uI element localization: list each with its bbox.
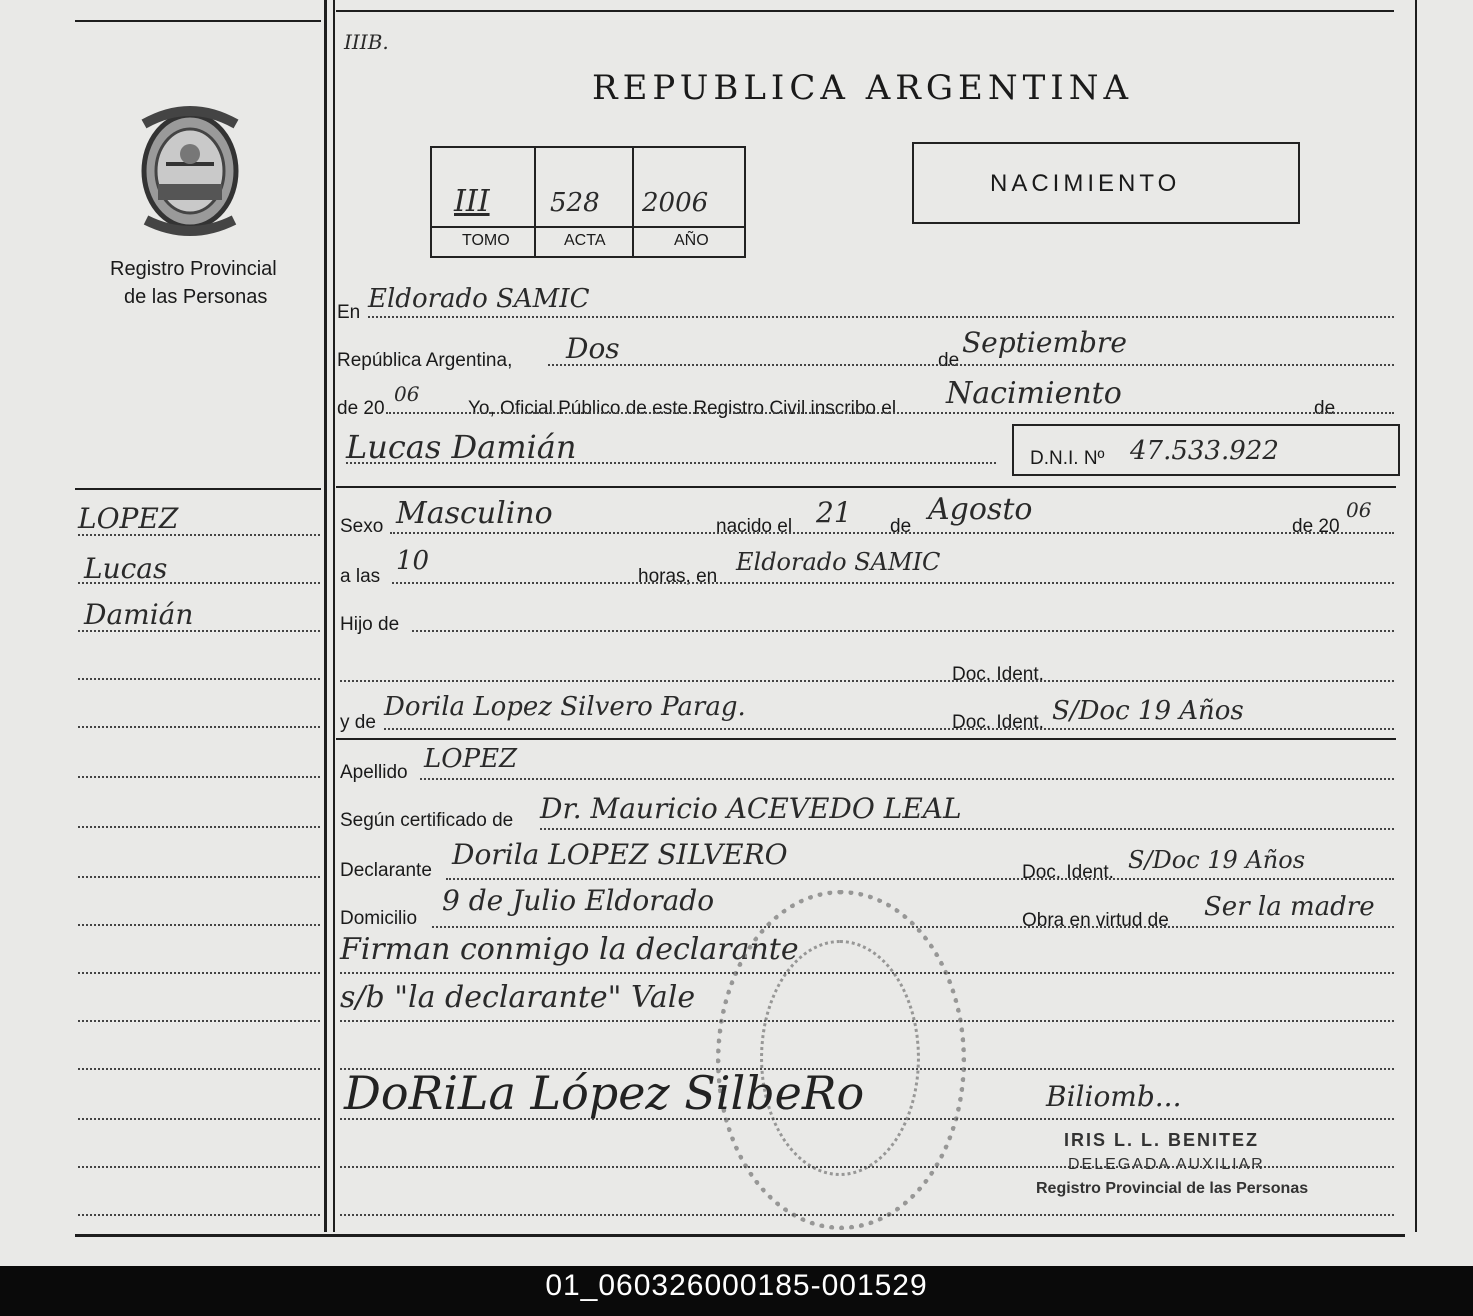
doc-ident-label-1: Doc. Ident.	[952, 664, 1044, 685]
margin-line	[78, 1118, 320, 1120]
declarante-label: Declarante	[340, 860, 432, 881]
domicilio-value: 9 de Julio Eldorado	[442, 884, 715, 917]
nombre-value: Lucas Damián	[346, 428, 577, 466]
segun-value: Dr. Mauricio ACEVEDO LEAL	[540, 792, 962, 825]
official-name: IRIS L. L. BENITEZ	[1064, 1130, 1260, 1150]
record-ref-table	[430, 146, 746, 258]
sexo-label: Sexo	[340, 516, 384, 537]
nacido-mes: Agosto	[928, 492, 1033, 527]
de-label-3: de	[890, 516, 912, 537]
official-org: Registro Provincial de las Personas	[1036, 1180, 1309, 1197]
frame-right	[1415, 0, 1417, 1232]
divider-main-column	[333, 0, 335, 1232]
anio-label: AÑO	[674, 232, 709, 249]
rule-bottom	[75, 1234, 1405, 1237]
nota-line-2: s/b "la declarante" Vale	[340, 980, 696, 1015]
official-stamp-inner	[760, 940, 920, 1176]
horas-en-label: horas, en	[638, 566, 718, 587]
doc-ident-label-2: Doc. Ident.	[952, 712, 1044, 733]
margin-line	[78, 1068, 320, 1070]
rule-main-parents	[336, 738, 1396, 740]
seal-icon	[136, 104, 244, 238]
nacido-label: nacido el	[716, 516, 793, 537]
acta-label: ACTA	[564, 232, 606, 249]
tomo-value: III	[454, 184, 490, 219]
province-seal	[136, 104, 244, 238]
apellido-value: LOPEZ	[424, 744, 518, 774]
madre-doc-value: S/Doc 19 Años	[1052, 696, 1244, 726]
en-value: Eldorado SAMIC	[368, 284, 590, 314]
hora-value: 10	[396, 546, 430, 576]
obra-value: Ser la madre	[1204, 892, 1375, 922]
margin-line	[78, 924, 320, 926]
declarante-value: Dorila LOPEZ SILVERO	[452, 838, 788, 871]
rule-top-main	[336, 10, 1394, 12]
dni-label: D.N.I. Nº	[1030, 448, 1105, 469]
lugar-value: Eldorado SAMIC	[736, 548, 941, 576]
apellido-label: Apellido	[340, 762, 408, 783]
margin-line	[78, 1214, 320, 1216]
margin-line	[78, 776, 320, 778]
margin-line	[78, 534, 320, 536]
top-note: IIIB.	[344, 30, 389, 54]
obra-label: Obra en virtud de	[1022, 910, 1169, 931]
nacido-dia: 21	[816, 496, 852, 529]
dni-value: 47.533.922	[1130, 436, 1279, 466]
record-type: NACIMIENTO	[990, 170, 1181, 197]
official-title: DELEGADA AUXILIAR	[1068, 1156, 1265, 1173]
margin-line	[78, 876, 320, 878]
yo-text: Yo, Oficial Público de este Registro Civil inscribo el	[468, 398, 897, 419]
divider-left-column	[324, 0, 327, 1232]
en-label: En	[337, 302, 361, 323]
rule-left-mid	[75, 488, 321, 490]
margin-line	[78, 726, 320, 728]
anio-value: 2006	[642, 188, 709, 218]
alas-label: a las	[340, 566, 381, 587]
de20-label-2: de 20	[1292, 516, 1340, 537]
margin-firstname: Lucas	[84, 552, 168, 585]
declarante-signature: DoRiLa López SilbeRo	[344, 1066, 865, 1120]
footer-code: 01_060326000185-001529	[0, 1266, 1473, 1316]
doc-ident-label-3: Doc. Ident.	[1022, 862, 1114, 883]
nota-line-1: Firman conmigo la declarante	[340, 932, 799, 967]
margin-line	[78, 630, 320, 632]
margin-line	[78, 972, 320, 974]
rule-main-mid	[336, 486, 1396, 488]
hijo-label: Hijo de	[340, 614, 400, 635]
anio-inscripcion: 06	[394, 382, 420, 406]
margin-line	[78, 826, 320, 828]
de-label-2: de	[1314, 398, 1336, 419]
nacido-anio: 06	[1346, 498, 1372, 522]
madre-value: Dorila Lopez Silvero Parag.	[384, 692, 746, 722]
record-type-box	[912, 142, 1300, 224]
segun-label: Según certificado de	[340, 810, 514, 831]
margin-line	[78, 678, 320, 680]
declarante-doc: S/Doc 19 Años	[1128, 846, 1306, 874]
de20-label: de 20	[337, 398, 385, 419]
tomo-label: TOMO	[462, 232, 510, 249]
org-name-line1: Registro Provincial	[110, 258, 277, 280]
margin-line	[78, 1020, 320, 1022]
dni-box	[1012, 424, 1400, 476]
margin-surname: LOPEZ	[78, 502, 179, 535]
margin-line	[78, 582, 320, 584]
sexo-value: Masculino	[396, 496, 553, 531]
yde-label: y de	[340, 712, 376, 733]
official-signature: Biliomb...	[1046, 1080, 1182, 1113]
domicilio-label: Domicilio	[340, 908, 418, 929]
org-name-line2: de las Personas	[124, 286, 268, 308]
de-label: de	[938, 350, 960, 371]
margin-secondname: Damián	[84, 598, 194, 631]
margin-line	[78, 1166, 320, 1168]
page-heading: REPUBLICA ARGENTINA	[592, 68, 1134, 108]
inscribo-value: Nacimiento	[946, 376, 1122, 411]
acta-value: 528	[550, 188, 600, 218]
republica-label: República Argentina,	[337, 350, 513, 371]
rule-top-left	[75, 20, 321, 22]
dia-value: Dos	[566, 332, 620, 365]
mes-value: Septiembre	[962, 326, 1127, 359]
